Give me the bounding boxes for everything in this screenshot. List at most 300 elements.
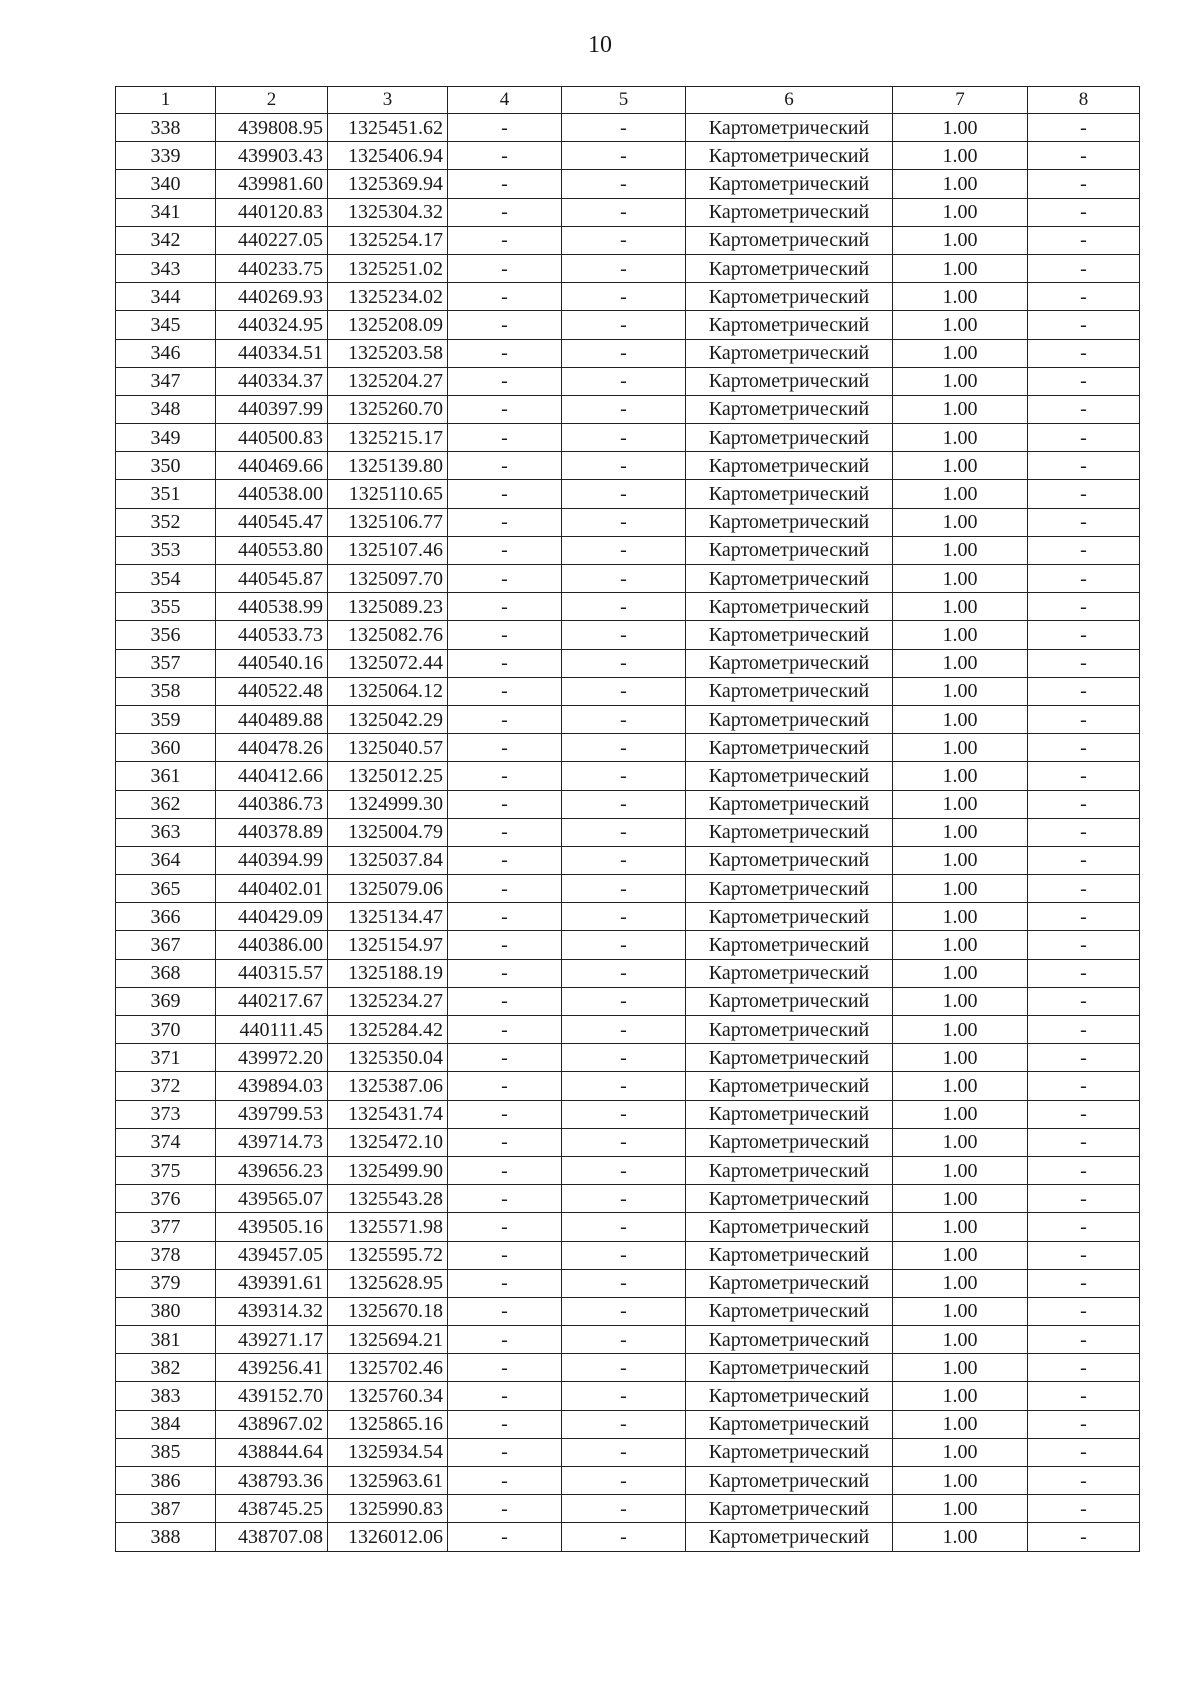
y-coordinate-cell: 1325107.46 <box>328 536 448 564</box>
accuracy-cell: 1.00 <box>893 1382 1028 1410</box>
column-5-value-cell: - <box>562 903 686 931</box>
column-8-value-cell: - <box>1028 339 1140 367</box>
x-coordinate-cell: 439152.70 <box>216 1382 328 1410</box>
point-number-cell: 367 <box>116 931 216 959</box>
column-8-value-cell: - <box>1028 142 1140 170</box>
y-coordinate-cell: 1325037.84 <box>328 846 448 874</box>
column-header: 1 <box>116 87 216 114</box>
point-number-cell: 340 <box>116 170 216 198</box>
method-cell: Картометрический <box>686 114 893 142</box>
point-number-cell: 385 <box>116 1438 216 1466</box>
point-number-cell: 375 <box>116 1156 216 1184</box>
point-number-cell: 339 <box>116 142 216 170</box>
method-cell: Картометрический <box>686 734 893 762</box>
column-4-value-cell: - <box>448 959 562 987</box>
column-5-value-cell: - <box>562 593 686 621</box>
point-number-cell: 348 <box>116 395 216 423</box>
column-4-value-cell: - <box>448 677 562 705</box>
x-coordinate-cell: 440397.99 <box>216 395 328 423</box>
column-4-value-cell: - <box>448 1128 562 1156</box>
column-4-value-cell: - <box>448 142 562 170</box>
column-4-value-cell: - <box>448 1326 562 1354</box>
column-5-value-cell: - <box>562 1128 686 1156</box>
column-5-value-cell: - <box>562 1438 686 1466</box>
column-8-value-cell: - <box>1028 254 1140 282</box>
x-coordinate-cell: 438745.25 <box>216 1495 328 1523</box>
column-header: 4 <box>448 87 562 114</box>
method-cell: Картометрический <box>686 1523 893 1551</box>
column-4-value-cell: - <box>448 903 562 931</box>
table-row <box>116 1044 1140 1072</box>
table-row <box>116 1213 1140 1241</box>
column-8-value-cell: - <box>1028 875 1140 903</box>
table-row <box>116 1354 1140 1382</box>
page-number: 10 <box>588 32 612 58</box>
accuracy-cell: 1.00 <box>893 170 1028 198</box>
y-coordinate-cell: 1325139.80 <box>328 452 448 480</box>
point-number-cell: 380 <box>116 1297 216 1325</box>
point-number-cell: 376 <box>116 1185 216 1213</box>
column-4-value-cell: - <box>448 875 562 903</box>
x-coordinate-cell: 440538.00 <box>216 480 328 508</box>
method-cell: Картометрический <box>686 170 893 198</box>
y-coordinate-cell: 1325234.27 <box>328 987 448 1015</box>
method-cell: Картометрический <box>686 649 893 677</box>
accuracy-cell: 1.00 <box>893 1495 1028 1523</box>
column-5-value-cell: - <box>562 705 686 733</box>
x-coordinate-cell: 440324.95 <box>216 311 328 339</box>
table-row <box>116 931 1140 959</box>
point-number-cell: 359 <box>116 705 216 733</box>
column-8-value-cell: - <box>1028 846 1140 874</box>
table-row <box>116 1438 1140 1466</box>
column-4-value-cell: - <box>448 114 562 142</box>
column-8-value-cell: - <box>1028 1354 1140 1382</box>
method-cell: Картометрический <box>686 1185 893 1213</box>
column-4-value-cell: - <box>448 649 562 677</box>
method-cell: Картометрический <box>686 1382 893 1410</box>
column-5-value-cell: - <box>562 649 686 677</box>
table-row <box>116 1495 1140 1523</box>
table-row <box>116 114 1140 142</box>
column-4-value-cell: - <box>448 339 562 367</box>
accuracy-cell: 1.00 <box>893 1410 1028 1438</box>
column-5-value-cell: - <box>562 1269 686 1297</box>
y-coordinate-cell: 1325042.29 <box>328 705 448 733</box>
column-5-value-cell: - <box>562 1523 686 1551</box>
y-coordinate-cell: 1325350.04 <box>328 1044 448 1072</box>
column-4-value-cell: - <box>448 1438 562 1466</box>
accuracy-cell: 1.00 <box>893 593 1028 621</box>
table-row <box>116 705 1140 733</box>
column-8-value-cell: - <box>1028 1467 1140 1495</box>
point-number-cell: 383 <box>116 1382 216 1410</box>
y-coordinate-cell: 1325387.06 <box>328 1072 448 1100</box>
method-cell: Картометрический <box>686 959 893 987</box>
column-8-value-cell: - <box>1028 677 1140 705</box>
column-header: 5 <box>562 87 686 114</box>
method-cell: Картометрический <box>686 846 893 874</box>
x-coordinate-cell: 440111.45 <box>216 1016 328 1044</box>
column-5-value-cell: - <box>562 846 686 874</box>
accuracy-cell: 1.00 <box>893 480 1028 508</box>
point-number-cell: 344 <box>116 283 216 311</box>
table-row <box>116 395 1140 423</box>
column-8-value-cell: - <box>1028 452 1140 480</box>
point-number-cell: 351 <box>116 480 216 508</box>
y-coordinate-cell: 1325208.09 <box>328 311 448 339</box>
accuracy-cell: 1.00 <box>893 1297 1028 1325</box>
column-8-value-cell: - <box>1028 1128 1140 1156</box>
column-4-value-cell: - <box>448 1156 562 1184</box>
method-cell: Картометрический <box>686 142 893 170</box>
table-row <box>116 1241 1140 1269</box>
table-row <box>116 1297 1140 1325</box>
x-coordinate-cell: 439972.20 <box>216 1044 328 1072</box>
accuracy-cell: 1.00 <box>893 1185 1028 1213</box>
point-number-cell: 387 <box>116 1495 216 1523</box>
accuracy-cell: 1.00 <box>893 1354 1028 1382</box>
column-8-value-cell: - <box>1028 1410 1140 1438</box>
column-5-value-cell: - <box>562 1495 686 1523</box>
y-coordinate-cell: 1325040.57 <box>328 734 448 762</box>
point-number-cell: 377 <box>116 1213 216 1241</box>
x-coordinate-cell: 439894.03 <box>216 1072 328 1100</box>
method-cell: Картометрический <box>686 1410 893 1438</box>
column-8-value-cell: - <box>1028 593 1140 621</box>
method-cell: Картометрический <box>686 593 893 621</box>
y-coordinate-cell: 1325431.74 <box>328 1100 448 1128</box>
accuracy-cell: 1.00 <box>893 1241 1028 1269</box>
method-cell: Картометрический <box>686 762 893 790</box>
accuracy-cell: 1.00 <box>893 1044 1028 1072</box>
column-header: 8 <box>1028 87 1140 114</box>
column-8-value-cell: - <box>1028 114 1140 142</box>
x-coordinate-cell: 440269.93 <box>216 283 328 311</box>
y-coordinate-cell: 1325203.58 <box>328 339 448 367</box>
column-8-value-cell: - <box>1028 1297 1140 1325</box>
accuracy-cell: 1.00 <box>893 677 1028 705</box>
y-coordinate-cell: 1325702.46 <box>328 1354 448 1382</box>
x-coordinate-cell: 438707.08 <box>216 1523 328 1551</box>
method-cell: Картометрический <box>686 536 893 564</box>
point-number-cell: 356 <box>116 621 216 649</box>
method-cell: Картометрический <box>686 565 893 593</box>
column-4-value-cell: - <box>448 1241 562 1269</box>
method-cell: Картометрический <box>686 1044 893 1072</box>
method-cell: Картометрический <box>686 283 893 311</box>
point-number-cell: 357 <box>116 649 216 677</box>
column-5-value-cell: - <box>562 818 686 846</box>
table-row <box>116 734 1140 762</box>
accuracy-cell: 1.00 <box>893 1467 1028 1495</box>
y-coordinate-cell: 1325963.61 <box>328 1467 448 1495</box>
table-row <box>116 311 1140 339</box>
column-8-value-cell: - <box>1028 1100 1140 1128</box>
column-8-value-cell: - <box>1028 1185 1140 1213</box>
column-8-value-cell: - <box>1028 565 1140 593</box>
column-8-value-cell: - <box>1028 649 1140 677</box>
table-row <box>116 142 1140 170</box>
column-4-value-cell: - <box>448 1072 562 1100</box>
column-8-value-cell: - <box>1028 1495 1140 1523</box>
point-number-cell: 350 <box>116 452 216 480</box>
y-coordinate-cell: 1325260.70 <box>328 395 448 423</box>
method-cell: Картометрический <box>686 508 893 536</box>
table-row <box>116 1410 1140 1438</box>
y-coordinate-cell: 1324999.30 <box>328 790 448 818</box>
column-4-value-cell: - <box>448 1467 562 1495</box>
x-coordinate-cell: 440538.99 <box>216 593 328 621</box>
point-number-cell: 384 <box>116 1410 216 1438</box>
point-number-cell: 358 <box>116 677 216 705</box>
accuracy-cell: 1.00 <box>893 1072 1028 1100</box>
method-cell: Картометрический <box>686 677 893 705</box>
column-4-value-cell: - <box>448 762 562 790</box>
accuracy-cell: 1.00 <box>893 424 1028 452</box>
column-4-value-cell: - <box>448 424 562 452</box>
column-4-value-cell: - <box>448 254 562 282</box>
y-coordinate-cell: 1325451.62 <box>328 114 448 142</box>
table-header <box>116 87 1140 114</box>
column-4-value-cell: - <box>448 705 562 733</box>
column-4-value-cell: - <box>448 593 562 621</box>
point-number-cell: 378 <box>116 1241 216 1269</box>
y-coordinate-cell: 1326012.06 <box>328 1523 448 1551</box>
x-coordinate-cell: 440394.99 <box>216 846 328 874</box>
method-cell: Картометрический <box>686 1326 893 1354</box>
method-cell: Картометрический <box>686 931 893 959</box>
table-row <box>116 790 1140 818</box>
table-row <box>116 1016 1140 1044</box>
x-coordinate-cell: 439714.73 <box>216 1128 328 1156</box>
column-5-value-cell: - <box>562 1156 686 1184</box>
coordinates-table <box>115 86 1140 1552</box>
x-coordinate-cell: 439808.95 <box>216 114 328 142</box>
point-number-cell: 354 <box>116 565 216 593</box>
x-coordinate-cell: 440120.83 <box>216 198 328 226</box>
column-4-value-cell: - <box>448 480 562 508</box>
column-4-value-cell: - <box>448 1495 562 1523</box>
point-number-cell: 379 <box>116 1269 216 1297</box>
table-row <box>116 536 1140 564</box>
accuracy-cell: 1.00 <box>893 987 1028 1015</box>
point-number-cell: 352 <box>116 508 216 536</box>
point-number-cell: 345 <box>116 311 216 339</box>
column-5-value-cell: - <box>562 1241 686 1269</box>
y-coordinate-cell: 1325064.12 <box>328 677 448 705</box>
column-8-value-cell: - <box>1028 1072 1140 1100</box>
accuracy-cell: 1.00 <box>893 762 1028 790</box>
column-8-value-cell: - <box>1028 734 1140 762</box>
method-cell: Картометрический <box>686 1269 893 1297</box>
point-number-cell: 371 <box>116 1044 216 1072</box>
point-number-cell: 366 <box>116 903 216 931</box>
column-5-value-cell: - <box>562 1100 686 1128</box>
accuracy-cell: 1.00 <box>893 198 1028 226</box>
header-row <box>116 87 1140 114</box>
column-4-value-cell: - <box>448 790 562 818</box>
accuracy-cell: 1.00 <box>893 536 1028 564</box>
column-5-value-cell: - <box>562 1213 686 1241</box>
column-5-value-cell: - <box>562 1185 686 1213</box>
point-number-cell: 360 <box>116 734 216 762</box>
column-4-value-cell: - <box>448 1269 562 1297</box>
method-cell: Картометрический <box>686 480 893 508</box>
accuracy-cell: 1.00 <box>893 1523 1028 1551</box>
column-5-value-cell: - <box>562 621 686 649</box>
point-number-cell: 372 <box>116 1072 216 1100</box>
x-coordinate-cell: 439565.07 <box>216 1185 328 1213</box>
column-5-value-cell: - <box>562 790 686 818</box>
column-8-value-cell: - <box>1028 931 1140 959</box>
table-row <box>116 480 1140 508</box>
y-coordinate-cell: 1325097.70 <box>328 565 448 593</box>
accuracy-cell: 1.00 <box>893 1016 1028 1044</box>
table-row <box>116 649 1140 677</box>
accuracy-cell: 1.00 <box>893 818 1028 846</box>
y-coordinate-cell: 1325304.32 <box>328 198 448 226</box>
column-4-value-cell: - <box>448 565 562 593</box>
accuracy-cell: 1.00 <box>893 226 1028 254</box>
column-5-value-cell: - <box>562 959 686 987</box>
y-coordinate-cell: 1325134.47 <box>328 903 448 931</box>
y-coordinate-cell: 1325188.19 <box>328 959 448 987</box>
point-number-cell: 364 <box>116 846 216 874</box>
column-5-value-cell: - <box>562 226 686 254</box>
column-4-value-cell: - <box>448 311 562 339</box>
accuracy-cell: 1.00 <box>893 1156 1028 1184</box>
table-row <box>116 1382 1140 1410</box>
table-row <box>116 367 1140 395</box>
column-4-value-cell: - <box>448 1523 562 1551</box>
column-8-value-cell: - <box>1028 762 1140 790</box>
x-coordinate-cell: 440386.73 <box>216 790 328 818</box>
y-coordinate-cell: 1325204.27 <box>328 367 448 395</box>
y-coordinate-cell: 1325079.06 <box>328 875 448 903</box>
point-number-cell: 342 <box>116 226 216 254</box>
column-8-value-cell: - <box>1028 1156 1140 1184</box>
x-coordinate-cell: 440315.57 <box>216 959 328 987</box>
column-8-value-cell: - <box>1028 818 1140 846</box>
column-8-value-cell: - <box>1028 311 1140 339</box>
x-coordinate-cell: 440334.37 <box>216 367 328 395</box>
column-8-value-cell: - <box>1028 1438 1140 1466</box>
accuracy-cell: 1.00 <box>893 959 1028 987</box>
x-coordinate-cell: 439505.16 <box>216 1213 328 1241</box>
column-8-value-cell: - <box>1028 424 1140 452</box>
accuracy-cell: 1.00 <box>893 254 1028 282</box>
x-coordinate-cell: 439457.05 <box>216 1241 328 1269</box>
table-row <box>116 818 1140 846</box>
point-number-cell: 381 <box>116 1326 216 1354</box>
method-cell: Картометрический <box>686 198 893 226</box>
point-number-cell: 368 <box>116 959 216 987</box>
y-coordinate-cell: 1325284.42 <box>328 1016 448 1044</box>
column-4-value-cell: - <box>448 170 562 198</box>
table-row <box>116 846 1140 874</box>
accuracy-cell: 1.00 <box>893 367 1028 395</box>
y-coordinate-cell: 1325106.77 <box>328 508 448 536</box>
column-4-value-cell: - <box>448 931 562 959</box>
column-header: 2 <box>216 87 328 114</box>
column-5-value-cell: - <box>562 1326 686 1354</box>
column-5-value-cell: - <box>562 1044 686 1072</box>
x-coordinate-cell: 440378.89 <box>216 818 328 846</box>
column-header: 6 <box>686 87 893 114</box>
point-number-cell: 355 <box>116 593 216 621</box>
x-coordinate-cell: 440334.51 <box>216 339 328 367</box>
point-number-cell: 365 <box>116 875 216 903</box>
column-4-value-cell: - <box>448 818 562 846</box>
column-4-value-cell: - <box>448 1044 562 1072</box>
column-8-value-cell: - <box>1028 198 1140 226</box>
point-number-cell: 370 <box>116 1016 216 1044</box>
method-cell: Картометрический <box>686 1128 893 1156</box>
table-row <box>116 1128 1140 1156</box>
accuracy-cell: 1.00 <box>893 734 1028 762</box>
column-8-value-cell: - <box>1028 1269 1140 1297</box>
table-row <box>116 1100 1140 1128</box>
column-4-value-cell: - <box>448 452 562 480</box>
method-cell: Картометрический <box>686 875 893 903</box>
table-row <box>116 1326 1140 1354</box>
y-coordinate-cell: 1325004.79 <box>328 818 448 846</box>
column-4-value-cell: - <box>448 1185 562 1213</box>
column-5-value-cell: - <box>562 1382 686 1410</box>
y-coordinate-cell: 1325571.98 <box>328 1213 448 1241</box>
y-coordinate-cell: 1325628.95 <box>328 1269 448 1297</box>
y-coordinate-cell: 1325251.02 <box>328 254 448 282</box>
accuracy-cell: 1.00 <box>893 114 1028 142</box>
table-row <box>116 198 1140 226</box>
y-coordinate-cell: 1325406.94 <box>328 142 448 170</box>
column-5-value-cell: - <box>562 1072 686 1100</box>
point-number-cell: 382 <box>116 1354 216 1382</box>
column-8-value-cell: - <box>1028 705 1140 733</box>
y-coordinate-cell: 1325934.54 <box>328 1438 448 1466</box>
column-4-value-cell: - <box>448 621 562 649</box>
point-number-cell: 374 <box>116 1128 216 1156</box>
column-5-value-cell: - <box>562 1467 686 1495</box>
method-cell: Картометрический <box>686 705 893 733</box>
method-cell: Картометрический <box>686 1156 893 1184</box>
method-cell: Картометрический <box>686 339 893 367</box>
x-coordinate-cell: 439981.60 <box>216 170 328 198</box>
x-coordinate-cell: 440233.75 <box>216 254 328 282</box>
column-5-value-cell: - <box>562 508 686 536</box>
column-4-value-cell: - <box>448 1016 562 1044</box>
table-row <box>116 677 1140 705</box>
accuracy-cell: 1.00 <box>893 395 1028 423</box>
accuracy-cell: 1.00 <box>893 452 1028 480</box>
column-5-value-cell: - <box>562 367 686 395</box>
column-5-value-cell: - <box>562 395 686 423</box>
column-5-value-cell: - <box>562 339 686 367</box>
column-8-value-cell: - <box>1028 170 1140 198</box>
column-5-value-cell: - <box>562 170 686 198</box>
point-number-cell: 363 <box>116 818 216 846</box>
x-coordinate-cell: 440500.83 <box>216 424 328 452</box>
x-coordinate-cell: 439314.32 <box>216 1297 328 1325</box>
column-5-value-cell: - <box>562 1016 686 1044</box>
column-4-value-cell: - <box>448 1213 562 1241</box>
column-5-value-cell: - <box>562 480 686 508</box>
column-header: 3 <box>328 87 448 114</box>
column-4-value-cell: - <box>448 1382 562 1410</box>
method-cell: Картометрический <box>686 818 893 846</box>
point-number-cell: 386 <box>116 1467 216 1495</box>
